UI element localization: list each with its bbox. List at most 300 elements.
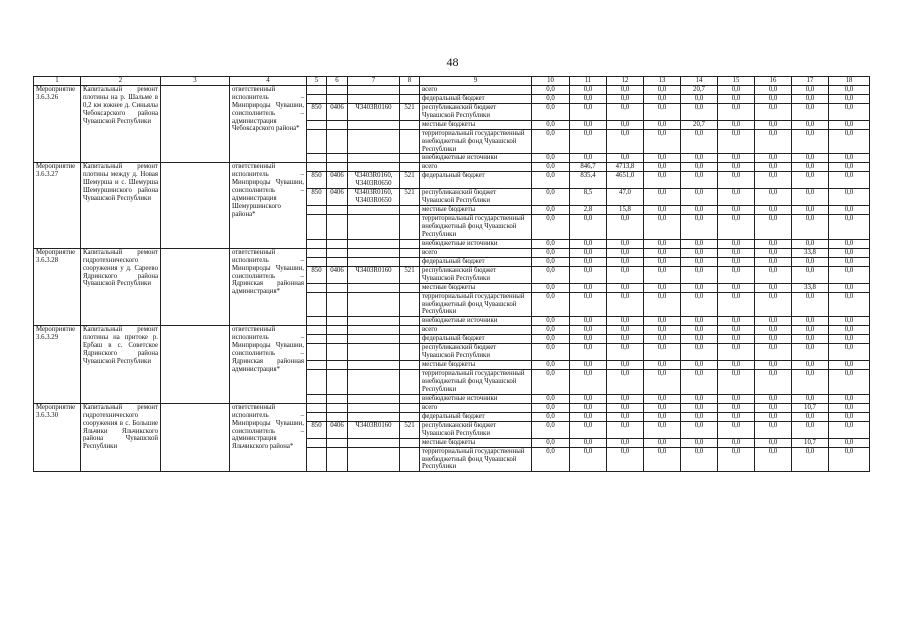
amount-cell: 0,0 xyxy=(718,292,755,317)
amount-cell: 0,0 xyxy=(644,317,681,326)
target-article-cell xyxy=(348,215,400,240)
amount-cell: 0,0 xyxy=(792,326,829,335)
amount-cell: 0,0 xyxy=(644,421,681,438)
amount-cell: 0,0 xyxy=(755,239,792,248)
column-number-cell: 9 xyxy=(420,77,532,86)
amount-cell: 0,0 xyxy=(829,206,870,215)
amount-cell: 0,0 xyxy=(607,370,644,395)
amount-cell: 0,0 xyxy=(755,317,792,326)
target-article-cell xyxy=(348,154,400,163)
amount-cell: 0,0 xyxy=(681,266,718,283)
amount-cell: 0,0 xyxy=(644,283,681,292)
amount-cell: 0,0 xyxy=(755,403,792,412)
amount-cell: 0,0 xyxy=(718,283,755,292)
amount-cell: 0,0 xyxy=(607,257,644,266)
amount-cell: 0,0 xyxy=(755,172,792,189)
section-code-cell xyxy=(327,85,348,94)
amount-cell: 0,0 xyxy=(681,335,718,344)
expense-type-cell xyxy=(400,326,420,335)
empty-cell xyxy=(161,326,230,404)
amount-cell: 0,0 xyxy=(681,403,718,412)
section-code-cell xyxy=(327,129,348,154)
expense-type-cell xyxy=(400,248,420,257)
funding-source-cell: федеральный бюджет xyxy=(420,257,532,266)
funding-source-cell: территориальный государственный внебюджетный фонд Чувашской Республики xyxy=(420,447,532,472)
column-number-cell: 1 xyxy=(34,77,81,86)
expense-type-cell xyxy=(400,129,420,154)
amount-cell: 20,7 xyxy=(681,120,718,129)
amount-cell: 0,0 xyxy=(570,394,607,403)
grbs-code-cell xyxy=(307,403,327,412)
grbs-code-cell xyxy=(307,163,327,172)
amount-cell: 0,0 xyxy=(532,403,570,412)
target-article-cell xyxy=(348,394,400,403)
amount-cell: 0,0 xyxy=(644,412,681,421)
amount-cell: 0,0 xyxy=(755,335,792,344)
amount-cell: 835,4 xyxy=(570,172,607,189)
amount-cell: 0,0 xyxy=(532,326,570,335)
expense-type-cell xyxy=(400,283,420,292)
section-code-cell xyxy=(327,292,348,317)
expense-type-cell: 521 xyxy=(400,266,420,283)
funding-source-cell: всего xyxy=(420,85,532,94)
expense-type-cell xyxy=(400,120,420,129)
amount-cell: 0,0 xyxy=(607,317,644,326)
amount-cell: 0,0 xyxy=(644,94,681,103)
grbs-code-cell: 850 xyxy=(307,266,327,283)
amount-cell: 0,0 xyxy=(792,447,829,472)
amount-cell: 10,7 xyxy=(792,403,829,412)
measure-number-cell: Мероприятие 3.6.3.29 xyxy=(34,326,81,404)
amount-cell: 0,0 xyxy=(829,189,870,206)
amount-cell: 0,0 xyxy=(718,94,755,103)
amount-cell: 0,0 xyxy=(607,154,644,163)
amount-cell: 0,0 xyxy=(718,394,755,403)
amount-cell: 0,0 xyxy=(644,85,681,94)
column-number-cell: 17 xyxy=(792,77,829,86)
amount-cell: 0,0 xyxy=(681,394,718,403)
grbs-code-cell: 850 xyxy=(307,103,327,120)
amount-cell: 0,0 xyxy=(644,189,681,206)
amount-cell: 0,0 xyxy=(644,129,681,154)
target-article-cell xyxy=(348,248,400,257)
amount-cell: 0,0 xyxy=(532,154,570,163)
amount-cell: 0,0 xyxy=(607,283,644,292)
amount-cell: 0,0 xyxy=(718,412,755,421)
amount-cell: 0,0 xyxy=(829,129,870,154)
measure-name-cell: Капитальный ремонт плотины между д. Новая Шемурша и с. Шемурша Шемуршинского района Чувашской Республики xyxy=(81,163,161,248)
expense-type-cell xyxy=(400,317,420,326)
section-code-cell: 0406 xyxy=(327,172,348,189)
funding-source-cell: республиканский бюджет Чувашской Республики xyxy=(420,103,532,120)
amount-cell: 0,0 xyxy=(607,215,644,240)
amount-cell: 0,0 xyxy=(532,317,570,326)
target-article-cell xyxy=(348,94,400,103)
amount-cell: 0,0 xyxy=(644,438,681,447)
amount-cell: 0,0 xyxy=(755,266,792,283)
section-code-cell xyxy=(327,215,348,240)
amount-cell: 0,0 xyxy=(644,361,681,370)
grbs-code-cell xyxy=(307,85,327,94)
expense-type-cell: 521 xyxy=(400,421,420,438)
amount-cell: 0,0 xyxy=(829,94,870,103)
expense-type-cell xyxy=(400,163,420,172)
amount-cell: 0,0 xyxy=(681,129,718,154)
amount-cell: 0,0 xyxy=(755,344,792,361)
target-article-cell xyxy=(348,206,400,215)
table-body xyxy=(34,77,870,472)
column-number-cell: 6 xyxy=(327,77,348,86)
amount-cell: 0,0 xyxy=(718,120,755,129)
measure-number-cell: Мероприятие 3.6.3.28 xyxy=(34,248,81,326)
expense-type-cell xyxy=(400,85,420,94)
amount-cell: 0,0 xyxy=(792,239,829,248)
column-number-cell: 8 xyxy=(400,77,420,86)
amount-cell: 0,0 xyxy=(792,94,829,103)
amount-cell: 0,0 xyxy=(681,239,718,248)
section-code-cell xyxy=(327,154,348,163)
amount-cell: 0,0 xyxy=(718,361,755,370)
section-code-cell xyxy=(327,335,348,344)
amount-cell: 0,0 xyxy=(644,257,681,266)
amount-cell: 0,0 xyxy=(792,412,829,421)
amount-cell: 0,0 xyxy=(644,447,681,472)
amount-cell: 0,0 xyxy=(570,129,607,154)
amount-cell: 0,0 xyxy=(718,421,755,438)
amount-cell: 0,0 xyxy=(792,206,829,215)
funding-source-cell: местные бюджеты xyxy=(420,361,532,370)
expense-type-cell: 521 xyxy=(400,189,420,206)
amount-cell: 0,0 xyxy=(607,438,644,447)
amount-cell: 20,7 xyxy=(681,85,718,94)
amount-cell: 0,0 xyxy=(755,257,792,266)
amount-cell: 0,0 xyxy=(792,103,829,120)
amount-cell: 0,0 xyxy=(570,317,607,326)
amount-cell: 0,0 xyxy=(755,94,792,103)
executor-cell: ответственный исполнитель – Минприроды Чувашии, соисполнитель – администрация Яльчикского района* xyxy=(230,403,307,472)
target-article-cell xyxy=(348,283,400,292)
funding-source-cell: внебюджетные источники xyxy=(420,154,532,163)
amount-cell: 0,0 xyxy=(532,421,570,438)
amount-cell: 0,0 xyxy=(532,85,570,94)
amount-cell: 0,0 xyxy=(570,239,607,248)
amount-cell: 0,0 xyxy=(829,239,870,248)
grbs-code-cell xyxy=(307,447,327,472)
amount-cell: 0,0 xyxy=(532,335,570,344)
target-article-cell xyxy=(348,370,400,395)
amount-cell: 0,0 xyxy=(570,421,607,438)
amount-cell: 2,8 xyxy=(570,206,607,215)
funding-source-cell: федеральный бюджет xyxy=(420,172,532,189)
measure-name-cell: Капитальный ремонт плотины на притоке р. Ербаш в с. Советское Ядринского района Чувашской Республики xyxy=(81,326,161,404)
section-code-cell: 0406 xyxy=(327,266,348,283)
amount-cell: 0,0 xyxy=(681,412,718,421)
amount-cell: 0,0 xyxy=(532,447,570,472)
amount-cell: 0,0 xyxy=(570,370,607,395)
amount-cell: 0,0 xyxy=(792,394,829,403)
amount-cell: 0,0 xyxy=(644,344,681,361)
grbs-code-cell xyxy=(307,370,327,395)
column-number-row xyxy=(34,77,870,86)
column-number-cell: 4 xyxy=(230,77,307,86)
amount-cell: 0,0 xyxy=(532,94,570,103)
column-number-cell: 7 xyxy=(348,77,400,86)
target-article-cell xyxy=(348,120,400,129)
grbs-code-cell xyxy=(307,438,327,447)
amount-cell: 0,0 xyxy=(792,172,829,189)
amount-cell: 0,0 xyxy=(644,403,681,412)
amount-cell: 0,0 xyxy=(681,326,718,335)
funding-source-cell: территориальный государственный внебюджетный фонд Чувашской Республики xyxy=(420,129,532,154)
amount-cell: 0,0 xyxy=(755,370,792,395)
expense-type-cell xyxy=(400,394,420,403)
target-article-cell: Ч3403R0160, Ч3403R0650 xyxy=(348,189,400,206)
amount-cell: 0,0 xyxy=(644,239,681,248)
amount-cell: 10,7 xyxy=(792,438,829,447)
amount-cell: 0,0 xyxy=(644,370,681,395)
section-code-cell xyxy=(327,394,348,403)
amount-cell: 0,0 xyxy=(532,163,570,172)
funding-source-cell: внебюджетные источники xyxy=(420,317,532,326)
amount-cell: 0,0 xyxy=(644,394,681,403)
amount-cell: 0,0 xyxy=(755,103,792,120)
amount-cell: 0,0 xyxy=(532,370,570,395)
amount-cell: 0,0 xyxy=(607,292,644,317)
column-number-cell: 14 xyxy=(681,77,718,86)
amount-cell: 0,0 xyxy=(532,344,570,361)
amount-cell: 0,0 xyxy=(570,266,607,283)
amount-cell: 0,0 xyxy=(755,215,792,240)
amount-cell: 0,0 xyxy=(570,447,607,472)
amount-cell: 0,0 xyxy=(607,239,644,248)
grbs-code-cell xyxy=(307,317,327,326)
amount-cell: 0,0 xyxy=(570,403,607,412)
table-row xyxy=(34,85,870,94)
amount-cell: 0,0 xyxy=(681,257,718,266)
amount-cell: 0,0 xyxy=(644,103,681,120)
section-code-cell xyxy=(327,257,348,266)
amount-cell: 0,0 xyxy=(681,206,718,215)
column-number-cell: 13 xyxy=(644,77,681,86)
section-code-cell: 0406 xyxy=(327,421,348,438)
table-row xyxy=(34,248,870,257)
target-article-cell xyxy=(348,163,400,172)
amount-cell: 0,0 xyxy=(829,326,870,335)
amount-cell: 0,0 xyxy=(644,206,681,215)
funding-source-cell: всего xyxy=(420,163,532,172)
amount-cell: 0,0 xyxy=(829,412,870,421)
target-article-cell xyxy=(348,85,400,94)
amount-cell: 0,0 xyxy=(532,239,570,248)
target-article-cell xyxy=(348,447,400,472)
funding-source-cell: внебюджетные источники xyxy=(420,239,532,248)
amount-cell: 33,8 xyxy=(792,283,829,292)
amount-cell: 0,0 xyxy=(718,154,755,163)
amount-cell: 0,0 xyxy=(755,154,792,163)
amount-cell: 0,0 xyxy=(792,361,829,370)
grbs-code-cell xyxy=(307,206,327,215)
grbs-code-cell xyxy=(307,257,327,266)
funding-source-cell: республиканский бюджет Чувашской Республики xyxy=(420,421,532,438)
amount-cell: 0,0 xyxy=(607,421,644,438)
grbs-code-cell xyxy=(307,129,327,154)
amount-cell: 0,0 xyxy=(644,292,681,317)
expense-type-cell xyxy=(400,335,420,344)
amount-cell: 0,0 xyxy=(681,370,718,395)
target-article-cell xyxy=(348,361,400,370)
amount-cell: 0,0 xyxy=(644,154,681,163)
amount-cell: 0,0 xyxy=(829,172,870,189)
amount-cell: 0,0 xyxy=(718,172,755,189)
expense-type-cell xyxy=(400,438,420,447)
amount-cell: 0,0 xyxy=(718,326,755,335)
empty-cell xyxy=(161,163,230,248)
amount-cell: 0,0 xyxy=(829,215,870,240)
target-article-cell: Ч3403R0160 xyxy=(348,421,400,438)
amount-cell: 0,0 xyxy=(829,103,870,120)
expense-type-cell: 521 xyxy=(400,172,420,189)
amount-cell: 0,0 xyxy=(532,283,570,292)
empty-cell xyxy=(161,403,230,472)
amount-cell: 0,0 xyxy=(570,94,607,103)
funding-source-cell: местные бюджеты xyxy=(420,206,532,215)
amount-cell: 33,8 xyxy=(792,248,829,257)
amount-cell: 0,0 xyxy=(570,283,607,292)
amount-cell: 0,0 xyxy=(829,85,870,94)
amount-cell: 0,0 xyxy=(829,248,870,257)
amount-cell: 0,0 xyxy=(829,317,870,326)
amount-cell: 0,0 xyxy=(532,412,570,421)
amount-cell: 0,0 xyxy=(644,163,681,172)
grbs-code-cell: 850 xyxy=(307,189,327,206)
expense-type-cell xyxy=(400,403,420,412)
amount-cell: 0,0 xyxy=(644,326,681,335)
amount-cell: 0,0 xyxy=(681,421,718,438)
amount-cell: 0,0 xyxy=(644,215,681,240)
funding-source-cell: местные бюджеты xyxy=(420,283,532,292)
amount-cell: 4651,0 xyxy=(607,172,644,189)
amount-cell: 0,0 xyxy=(570,85,607,94)
column-number-cell: 3 xyxy=(161,77,230,86)
amount-cell: 0,0 xyxy=(792,421,829,438)
expense-type-cell xyxy=(400,292,420,317)
grbs-code-cell xyxy=(307,335,327,344)
amount-cell: 0,0 xyxy=(607,248,644,257)
column-number-cell: 10 xyxy=(532,77,570,86)
page-number: 48 xyxy=(446,55,459,69)
amount-cell: 0,0 xyxy=(755,85,792,94)
amount-cell: 0,0 xyxy=(570,257,607,266)
expense-type-cell: 521 xyxy=(400,103,420,120)
amount-cell: 0,0 xyxy=(532,189,570,206)
amount-cell: 0,0 xyxy=(755,394,792,403)
section-code-cell xyxy=(327,206,348,215)
amount-cell: 0,0 xyxy=(829,403,870,412)
amount-cell: 0,0 xyxy=(829,370,870,395)
funding-source-cell: федеральный бюджет xyxy=(420,94,532,103)
amount-cell: 0,0 xyxy=(792,292,829,317)
amount-cell: 0,0 xyxy=(681,292,718,317)
amount-cell: 0,0 xyxy=(570,412,607,421)
amount-cell: 0,0 xyxy=(570,103,607,120)
amount-cell: 0,0 xyxy=(792,317,829,326)
section-code-cell xyxy=(327,403,348,412)
target-article-cell xyxy=(348,438,400,447)
grbs-code-cell xyxy=(307,215,327,240)
table-row xyxy=(34,163,870,172)
grbs-code-cell xyxy=(307,94,327,103)
amount-cell: 0,0 xyxy=(607,344,644,361)
amount-cell: 0,0 xyxy=(644,172,681,189)
amount-cell: 0,0 xyxy=(718,103,755,120)
target-article-cell xyxy=(348,257,400,266)
amount-cell: 0,0 xyxy=(681,317,718,326)
amount-cell: 0,0 xyxy=(718,163,755,172)
amount-cell: 0,0 xyxy=(755,421,792,438)
amount-cell: 0,0 xyxy=(755,412,792,421)
target-article-cell xyxy=(348,412,400,421)
amount-cell: 0,0 xyxy=(829,292,870,317)
amount-cell: 0,0 xyxy=(755,447,792,472)
column-number-cell: 5 xyxy=(307,77,327,86)
amount-cell: 0,0 xyxy=(792,370,829,395)
grbs-code-cell xyxy=(307,344,327,361)
grbs-code-cell xyxy=(307,283,327,292)
amount-cell: 0,0 xyxy=(607,94,644,103)
amount-cell: 0,0 xyxy=(607,103,644,120)
amount-cell: 0,0 xyxy=(792,120,829,129)
section-code-cell xyxy=(327,344,348,361)
executor-cell: ответственный исполнитель – Минприроды Чувашии, соисполнитель – Ядринская районная администрация* xyxy=(230,326,307,404)
target-article-cell: Ч3403R0160 xyxy=(348,266,400,283)
amount-cell: 0,0 xyxy=(718,248,755,257)
section-code-cell xyxy=(327,239,348,248)
amount-cell: 15,8 xyxy=(607,206,644,215)
section-code-cell xyxy=(327,120,348,129)
amount-cell: 0,0 xyxy=(644,248,681,257)
budget-table xyxy=(33,76,870,472)
amount-cell: 0,0 xyxy=(829,421,870,438)
amount-cell: 0,0 xyxy=(829,283,870,292)
section-code-cell xyxy=(327,163,348,172)
amount-cell: 0,0 xyxy=(570,120,607,129)
amount-cell: 0,0 xyxy=(681,163,718,172)
amount-cell: 0,0 xyxy=(755,189,792,206)
amount-cell: 0,0 xyxy=(755,326,792,335)
amount-cell: 0,0 xyxy=(718,403,755,412)
amount-cell: 0,0 xyxy=(829,120,870,129)
amount-cell: 0,0 xyxy=(532,257,570,266)
amount-cell: 0,0 xyxy=(718,344,755,361)
amount-cell: 0,0 xyxy=(532,438,570,447)
funding-source-cell: территориальный государственный внебюджетный фонд Чувашской Республики xyxy=(420,292,532,317)
amount-cell: 0,0 xyxy=(681,248,718,257)
amount-cell: 0,0 xyxy=(532,266,570,283)
column-number-cell: 16 xyxy=(755,77,792,86)
section-code-cell: 0406 xyxy=(327,189,348,206)
amount-cell: 0,0 xyxy=(570,438,607,447)
grbs-code-cell xyxy=(307,154,327,163)
target-article-cell xyxy=(348,344,400,361)
amount-cell: 0,0 xyxy=(570,215,607,240)
amount-cell: 0,0 xyxy=(570,344,607,361)
expense-type-cell xyxy=(400,412,420,421)
funding-source-cell: всего xyxy=(420,248,532,257)
section-code-cell xyxy=(327,412,348,421)
amount-cell: 0,0 xyxy=(607,403,644,412)
measure-name-cell: Капитальный ремонт гидротехнического сооружения у д. Сареево Ядринского района Чувашской Республики xyxy=(81,248,161,326)
amount-cell: 0,0 xyxy=(792,215,829,240)
